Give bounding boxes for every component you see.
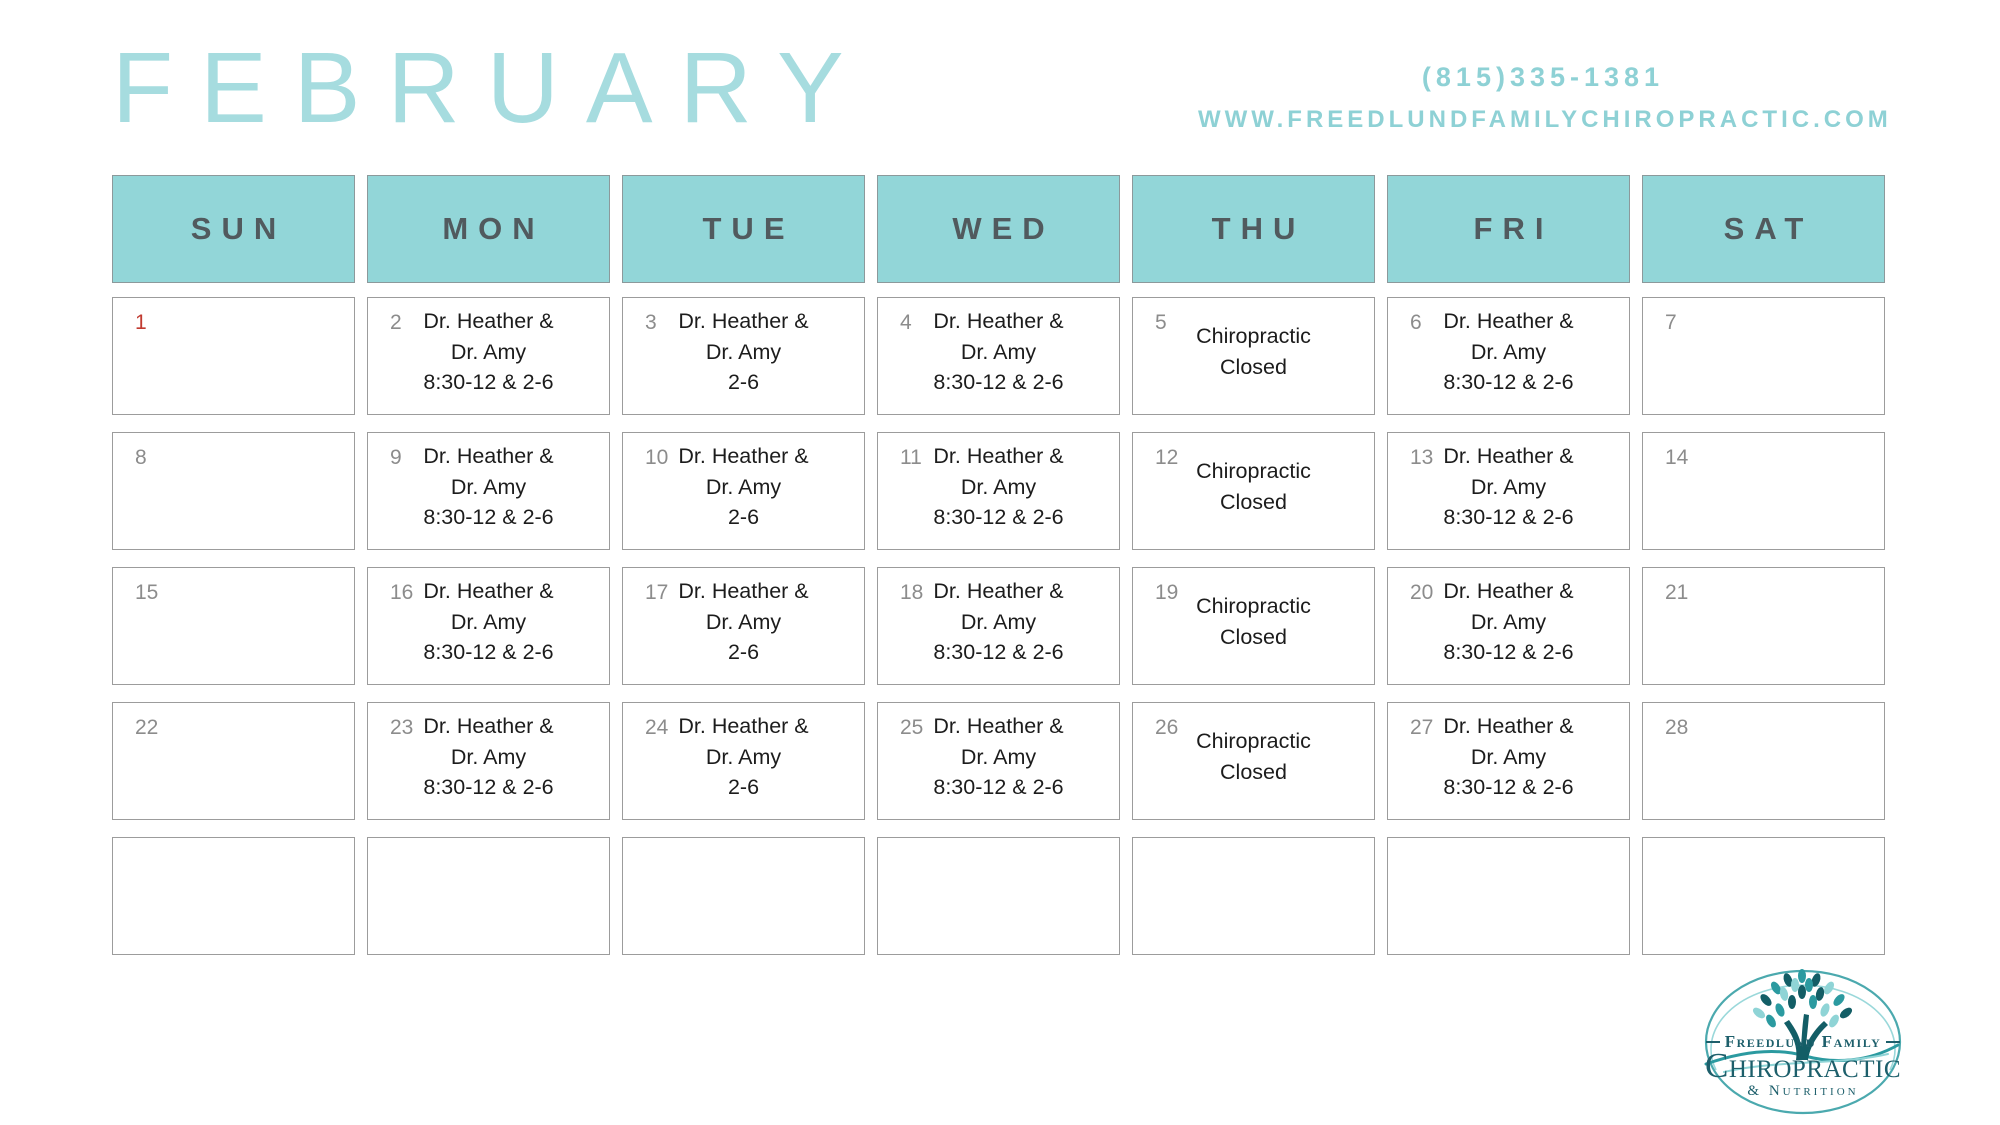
day-cell-empty	[1387, 837, 1630, 955]
day-cell-12	[1132, 432, 1375, 550]
day-cell-empty	[1642, 837, 1885, 955]
logo-family-text: Freedlund Family	[1724, 1032, 1882, 1051]
day-cell-25	[877, 702, 1120, 820]
weekday-header-thu: THU	[1132, 175, 1375, 283]
schedule-text: Dr. Heather & Dr. Amy 2-6	[678, 714, 809, 800]
day-cell-13	[1387, 432, 1630, 550]
schedule-text: Dr. Heather & Dr. Amy 8:30-12 & 2-6	[423, 714, 554, 800]
date-number: 26	[1155, 716, 1179, 739]
schedule-text: Dr. Heather & Dr. Amy 8:30-12 & 2-6	[423, 309, 554, 395]
date-number: 1	[135, 311, 147, 334]
date-number: 28	[1665, 716, 1689, 739]
day-cell-26	[1132, 702, 1375, 820]
day-cell-empty	[367, 837, 610, 955]
day-cell-empty	[622, 837, 865, 955]
day-cell-empty	[112, 837, 355, 955]
schedule-text: Chiropractic Closed	[1196, 459, 1311, 514]
month-title: FEBRUARY	[112, 32, 871, 144]
date-number: 9	[390, 446, 402, 469]
date-number: 24	[645, 716, 669, 739]
date-number: 27	[1410, 716, 1434, 739]
date-number: 25	[900, 716, 924, 739]
logo-nutrition-text: & Nutrition	[1747, 1083, 1859, 1099]
schedule-text: Dr. Heather & Dr. Amy 8:30-12 & 2-6	[933, 309, 1064, 395]
weekday-header-tue: TUE	[622, 175, 865, 283]
day-cell-5	[1132, 297, 1375, 415]
date-number: 5	[1155, 311, 1167, 334]
day-cell-24	[622, 702, 865, 820]
weekday-header-row	[112, 175, 1885, 283]
day-cell-27	[1387, 702, 1630, 820]
date-number: 16	[390, 581, 414, 604]
weekday-header-mon: MON	[367, 175, 610, 283]
date-number: 15	[135, 581, 159, 604]
day-cell-17	[622, 567, 865, 685]
weekday-header-fri: FRI	[1387, 175, 1630, 283]
schedule-text: Dr. Heather & Dr. Amy 8:30-12 & 2-6	[933, 714, 1064, 800]
schedule-text: Chiropractic Closed	[1196, 324, 1311, 379]
schedule-text: Dr. Heather & Dr. Amy 8:30-12 & 2-6	[933, 444, 1064, 530]
weekday-header-wed: WED	[877, 175, 1120, 283]
date-number: 11	[900, 446, 922, 469]
day-cell-2	[367, 297, 610, 415]
logo-dash-right	[1886, 1041, 1900, 1043]
date-number: 7	[1665, 311, 1677, 334]
schedule-text: Dr. Heather & Dr. Amy 8:30-12 & 2-6	[1443, 714, 1574, 800]
logo-chiropractic-text: Chiropractic	[1704, 1046, 1902, 1085]
schedule-text: Dr. Heather & Dr. Amy 8:30-12 & 2-6	[423, 444, 554, 530]
day-cell-4	[877, 297, 1120, 415]
date-number: 12	[1155, 446, 1179, 469]
date-number: 13	[1410, 446, 1434, 469]
day-cell-1	[112, 297, 355, 415]
date-number: 14	[1665, 446, 1689, 469]
day-cell-9	[367, 432, 610, 550]
date-number: 22	[135, 716, 159, 739]
schedule-text: Dr. Heather & Dr. Amy 8:30-12 & 2-6	[933, 579, 1064, 665]
schedule-text: Dr. Heather & Dr. Amy 2-6	[678, 444, 809, 530]
day-cell-18	[877, 567, 1120, 685]
logo-dash-left	[1706, 1041, 1720, 1043]
day-cell-15	[112, 567, 355, 685]
weekday-header-sat: SAT	[1642, 175, 1885, 283]
day-cell-empty	[1132, 837, 1375, 955]
schedule-text: Dr. Heather & Dr. Amy 2-6	[678, 309, 809, 395]
date-number: 4	[900, 311, 912, 334]
date-number: 8	[135, 446, 147, 469]
date-number: 21	[1665, 581, 1689, 604]
day-cell-28	[1642, 702, 1885, 820]
logo-leaves	[1751, 969, 1854, 1029]
website-url[interactable]: WWW.FREEDLUNDFAMILYCHIROPRACTIC.COM	[1198, 106, 1892, 133]
phone-number: (815)335-1381	[1421, 62, 1665, 92]
day-cell-22	[112, 702, 355, 820]
day-cell-3	[622, 297, 865, 415]
date-number: 23	[390, 716, 414, 739]
date-number: 19	[1155, 581, 1179, 604]
date-number: 3	[645, 311, 657, 334]
schedule-text: Dr. Heather & Dr. Amy 8:30-12 & 2-6	[1443, 579, 1574, 665]
day-cell-6	[1387, 297, 1630, 415]
schedule-text: Chiropractic Closed	[1196, 729, 1311, 784]
day-cell-23	[367, 702, 610, 820]
date-number: 2	[390, 311, 402, 334]
date-number: 18	[900, 581, 924, 604]
schedule-text: Dr. Heather & Dr. Amy 8:30-12 & 2-6	[423, 579, 554, 665]
date-number: 6	[1410, 311, 1422, 334]
day-cell-7	[1642, 297, 1885, 415]
calendar-grid	[112, 297, 1885, 955]
schedule-text: Chiropractic Closed	[1196, 594, 1311, 649]
clinic-logo	[1692, 966, 1914, 1118]
day-cell-20	[1387, 567, 1630, 685]
date-number: 17	[645, 581, 669, 604]
date-number: 10	[645, 446, 669, 469]
schedule-text: Dr. Heather & Dr. Amy 2-6	[678, 579, 809, 665]
day-cell-16	[367, 567, 610, 685]
date-number: 20	[1410, 581, 1434, 604]
contact-block	[1198, 62, 1892, 134]
day-cell-8	[112, 432, 355, 550]
day-cell-14	[1642, 432, 1885, 550]
day-cell-10	[622, 432, 865, 550]
schedule-text: Dr. Heather & Dr. Amy 8:30-12 & 2-6	[1443, 444, 1574, 530]
day-cell-empty	[877, 837, 1120, 955]
day-cell-19	[1132, 567, 1375, 685]
schedule-text: Dr. Heather & Dr. Amy 8:30-12 & 2-6	[1443, 309, 1574, 395]
day-cell-21	[1642, 567, 1885, 685]
day-cell-11	[877, 432, 1120, 550]
weekday-header-sun: SUN	[112, 175, 355, 283]
